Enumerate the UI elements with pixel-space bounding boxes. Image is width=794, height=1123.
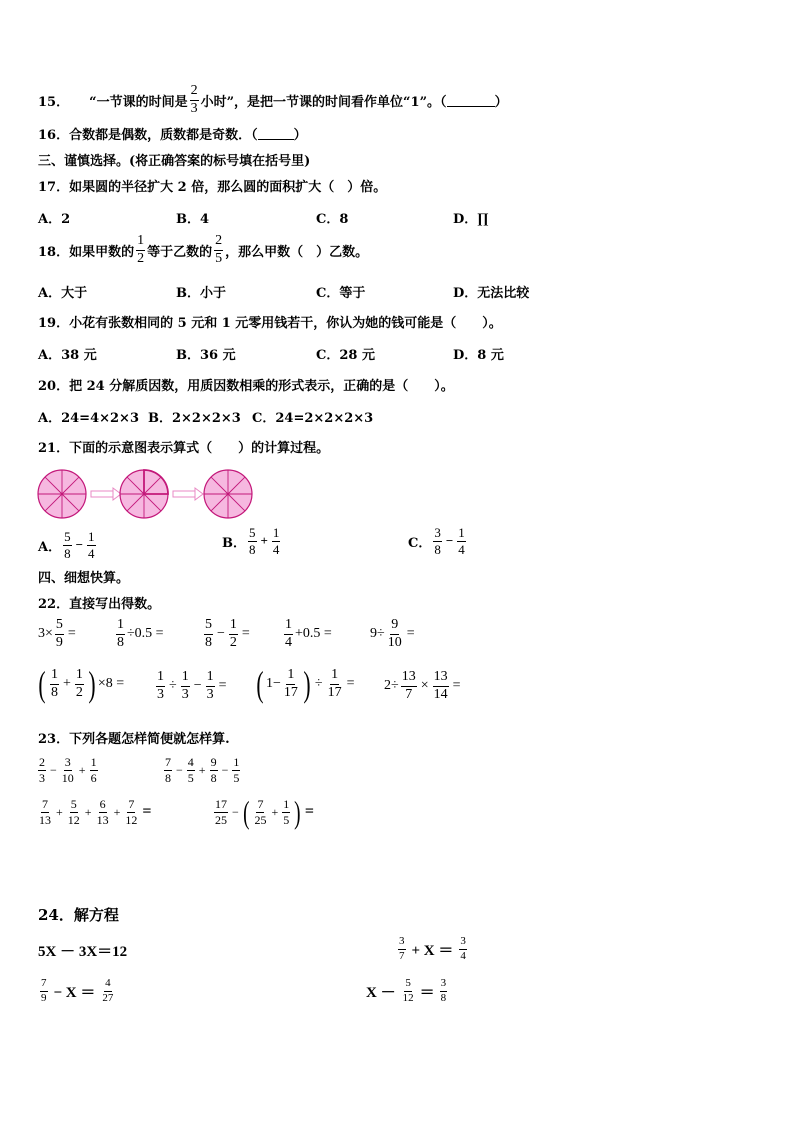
question-23: 23．下列各题怎样简便就怎样算. bbox=[38, 732, 230, 747]
q15-text-pre: “一节课的时间是 bbox=[89, 94, 188, 110]
q16-answer-blank[interactable] bbox=[258, 127, 294, 140]
q22-expr-4: $\frac{1}{4}$ +0.5 = bbox=[285, 617, 332, 650]
q22-expr-9: 2÷ $\frac{13}{7}$ × $\frac{13}{14}$ = bbox=[384, 669, 461, 702]
q19-option-d[interactable]: D．8 元 bbox=[453, 348, 504, 363]
q20-option-a[interactable]: A．24=4×2×3 bbox=[38, 411, 139, 426]
q21-a-frac-2: $\frac{1}{4}$ bbox=[88, 529, 95, 561]
section-3-heading: 三、谨慎选择。(将正确答案的标号填在括号里) bbox=[38, 154, 311, 169]
q22-expr-6: ( $\frac{1}{8}$ + $\frac{1}{2}$ ) ×8 = bbox=[38, 664, 125, 704]
q18-option-a[interactable]: A．大于 bbox=[38, 286, 88, 301]
q18-option-d[interactable]: D．无法比较 bbox=[453, 286, 530, 301]
q24-equation-3: $\frac{7}{9}$ − X ＝ $\frac{4}{27}$ bbox=[41, 977, 114, 1004]
q18-option-c[interactable]: C．等于 bbox=[316, 286, 366, 301]
q18-fraction-2: $\frac{2}{5}$ bbox=[215, 233, 223, 266]
q22-expr-8: ( 1− $\frac{1}{17}$ ) ÷ $\frac{1}{17}$ = bbox=[256, 664, 355, 704]
q17-option-d[interactable]: D．∏ bbox=[453, 212, 489, 227]
q23-expr-1: $\frac{2}{3}$ − $\frac{3}{10}$ + $\frac{1}{6}$ bbox=[39, 755, 97, 785]
q22-expr-3: $\frac{5}{8}$ − $\frac{1}{2}$ = bbox=[205, 617, 250, 650]
q17-option-b[interactable]: B．4 bbox=[176, 212, 210, 227]
q21-option-c-label: C． bbox=[408, 535, 432, 551]
arrow-icon bbox=[91, 488, 121, 500]
q21-c-frac-1: $\frac{3}{8}$ bbox=[434, 525, 441, 557]
question-20: 20．把 24 分解质因数，用质因数相乘的形式表示，正确的是（ ）。 bbox=[38, 379, 454, 394]
q19-option-a[interactable]: A．38 元 bbox=[38, 348, 97, 363]
q22-expr-2: $\frac{1}{8}$ ÷0.5 = bbox=[117, 617, 164, 650]
question-19: 19．小花有张数相同的 5 元和 1 元零用钱若干，你认为她的钱可能是（ ）。 bbox=[38, 316, 502, 331]
q18-fraction-1: $\frac{1}{2}$ bbox=[137, 233, 145, 266]
question-17: 17．如果圆的半径扩大 2 倍，那么圆的面积扩大（ ）倍。 bbox=[38, 180, 387, 195]
question-16 bbox=[38, 124, 307, 143]
q18-text-mid: 等于乙数的 bbox=[147, 244, 213, 260]
pie-circle-1 bbox=[38, 470, 86, 518]
q21-b-operator: + bbox=[260, 533, 268, 549]
q23-expr-2: $\frac{7}{8}$ − $\frac{4}{5}$ + $\frac{9}{8}$ − $\frac{1}{5}$ bbox=[165, 755, 240, 785]
q18-option-b[interactable]: B．小于 bbox=[176, 286, 226, 301]
question-22: 22．直接写出得数。 bbox=[38, 597, 161, 612]
section-4-heading: 四、细想快算。 bbox=[38, 571, 130, 586]
q24-equation-2: $\frac{3}{7}$ + X ＝ $\frac{3}{4}$ bbox=[399, 935, 466, 962]
q19-option-c[interactable]: C．28 元 bbox=[316, 348, 375, 363]
question-21: 21．下面的示意图表示算式（ ）的计算过程。 bbox=[38, 441, 330, 456]
q16-text: 16．合数都是偶数，质数都是奇数．（ bbox=[38, 128, 258, 143]
q21-option-a[interactable] bbox=[38, 530, 98, 560]
q21-b-frac-2: $\frac{1}{4}$ bbox=[272, 525, 280, 557]
q15-answer-blank[interactable] bbox=[447, 94, 495, 107]
q19-option-b[interactable]: B．36 元 bbox=[176, 348, 236, 363]
q24-equation-1: 5X － 3X＝12 bbox=[38, 944, 128, 960]
q15-fraction: $\frac{2}{3}$ bbox=[190, 83, 198, 116]
q16-close-paren: ） bbox=[293, 128, 307, 143]
q21-option-c[interactable] bbox=[408, 526, 468, 556]
q17-option-c[interactable]: C．8 bbox=[316, 212, 349, 227]
q18-text-pre: 18．如果甲数的 bbox=[38, 244, 135, 260]
q15-text-post: 小时”，是把一节课的时间看作单位“1”。（ bbox=[200, 94, 447, 110]
q22-expr-1: 3× $\frac{5}{9}$ = bbox=[38, 617, 76, 650]
question-15 bbox=[38, 84, 508, 116]
pie-circle-2 bbox=[120, 470, 168, 518]
q20-option-c[interactable]: C．24=2×2×2×3 bbox=[252, 411, 374, 426]
q17-option-a[interactable]: A．2 bbox=[38, 212, 71, 227]
fraction-pie-diagram bbox=[36, 464, 296, 526]
question-24: 24．解方程 bbox=[38, 906, 119, 924]
q22-expr-5: 9÷ $\frac{9}{10}$ = bbox=[370, 617, 415, 650]
q23-expr-4: $\frac{17}{25}$ − ( $\frac{7}{25}$ + $\frac{1}{5}$ ) = bbox=[215, 794, 314, 830]
q21-c-frac-2: $\frac{1}{4}$ bbox=[458, 525, 465, 557]
q21-b-frac-1: $\frac{5}{8}$ bbox=[249, 525, 256, 557]
q23-expr-3: $\frac{7}{13}$ + $\frac{5}{12}$ + $\frac{6}{13}$ + $\frac{7}{12}$ = bbox=[39, 797, 152, 827]
q21-option-b-label: B． bbox=[222, 535, 246, 551]
pie-circle-3 bbox=[204, 470, 252, 518]
q21-a-frac-1: $\frac{5}{8}$ bbox=[64, 529, 71, 561]
q18-text-post: ，那么甲数（ ）乙数。 bbox=[225, 244, 369, 260]
q15-number: 15． bbox=[38, 94, 70, 110]
q21-a-operator: − bbox=[75, 537, 84, 553]
q22-expr-7: $\frac{1}{3}$ ÷ $\frac{1}{3}$ − $\frac{1}{3}$ = bbox=[157, 669, 227, 702]
q21-option-b[interactable] bbox=[222, 526, 282, 556]
arrow-icon bbox=[173, 488, 203, 500]
q21-option-a-label: A． bbox=[38, 539, 62, 555]
question-18 bbox=[38, 234, 368, 266]
q21-c-operator: − bbox=[445, 533, 454, 549]
q24-equation-4: X － $\frac{5}{12}$ ＝ $\frac{3}{8}$ bbox=[366, 977, 447, 1004]
q15-close-paren: ） bbox=[494, 94, 508, 110]
q20-option-b[interactable]: B．2×2×2×3 bbox=[148, 411, 241, 426]
